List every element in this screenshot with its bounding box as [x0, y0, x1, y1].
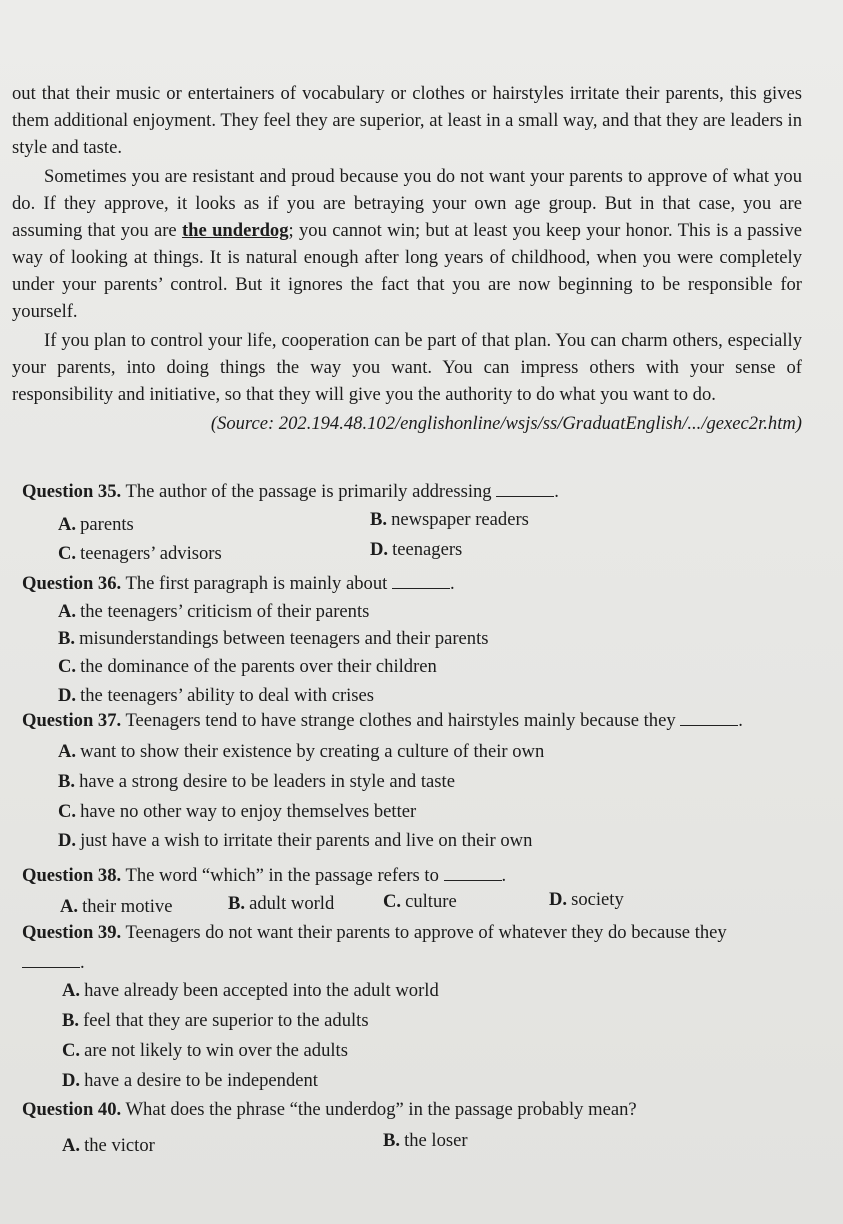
- question-39: [22, 918, 817, 978]
- question-end: .: [449, 573, 455, 594]
- option-35-b[interactable]: B. newspaper readers: [370, 509, 529, 530]
- option-39-b[interactable]: B. feel that they are superior to the adults: [62, 1010, 369, 1031]
- option-35-a[interactable]: A. parents: [58, 514, 134, 535]
- answer-blank: [680, 709, 738, 726]
- question-label: Question 36.: [22, 573, 122, 594]
- passage-paragraph-1: out that their music or entertainers of vocabulary or clothes or hairstyles irritate their parents, this gives them additional enjoyment. They feel they are superior, at least in a small way, and that they are leaders in style and taste.: [12, 83, 802, 158]
- question-label: Question 40.: [22, 1099, 122, 1120]
- option-37-b[interactable]: B. have a strong desire to be leaders in style and taste: [58, 771, 455, 792]
- passage-paragraph-3: If you plan to control your life, cooperation can be part of that plan. You can charm others, especially your parents, into doing things the way you want. You can impress others with your sense of responsibility and initiative, so that they will give you the authority to do what you want to do.: [12, 330, 802, 405]
- answer-blank: [444, 864, 502, 881]
- option-37-d[interactable]: D. just have a wish to irritate their parents and live on their own: [58, 830, 533, 851]
- passage-paragraph-2: [12, 163, 802, 325]
- question-35: [22, 480, 822, 504]
- question-38: [22, 864, 822, 888]
- answer-blank: [496, 480, 554, 497]
- question-36: [22, 572, 822, 596]
- p2-text-b: ; you cannot win; but at least you keep your honor. This is a passive way of looking at things. It is natural enough after long years of childhood, when you were completely under your parents’ control. But it ignores the fact that you are now beginning to be responsible for yourself.: [12, 220, 802, 322]
- option-40-a[interactable]: A. the victor: [62, 1135, 155, 1156]
- option-37-c[interactable]: C. have no other way to enjoy themselves better: [58, 801, 417, 822]
- question-end: .: [80, 952, 85, 973]
- option-36-c[interactable]: C. the dominance of the parents over their children: [58, 656, 437, 677]
- underlined-phrase: the underdog: [181, 220, 289, 241]
- option-39-a[interactable]: A. have already been accepted into the adult world: [62, 980, 439, 1001]
- option-37-a[interactable]: A. want to show their existence by creating a culture of their own: [58, 741, 545, 762]
- question-text: The author of the passage is primarily addressing: [125, 481, 492, 502]
- option-35-c[interactable]: C. teenagers’ advisors: [58, 543, 222, 564]
- question-label: Question 38.: [22, 865, 122, 886]
- question-label: Question 37.: [22, 710, 122, 731]
- source-citation: (Source: 202.194.48.102/englishonline/wsjs/ss/GraduatEnglish/.../gexec2r.htm): [210, 413, 802, 434]
- question-label: Question 35.: [22, 481, 122, 502]
- option-38-a[interactable]: A. their motive: [60, 896, 173, 917]
- option-38-c[interactable]: C. culture: [383, 891, 457, 912]
- option-36-d[interactable]: D. the teenagers’ ability to deal with crises: [58, 685, 375, 706]
- question-text: The first paragraph is mainly about: [125, 573, 388, 594]
- question-text: What does the phrase “the underdog” in the passage probably mean?: [125, 1099, 637, 1120]
- option-35-d[interactable]: D. teenagers: [370, 539, 463, 560]
- question-text: Teenagers tend to have strange clothes and hairstyles mainly because they: [125, 710, 676, 731]
- answer-blank: [392, 572, 450, 589]
- question-label: Question 39.: [22, 922, 122, 943]
- option-36-b[interactable]: B. misunderstandings between teenagers and their parents: [58, 628, 489, 649]
- question-text: The word “which” in the passage refers to: [125, 865, 439, 886]
- option-39-d[interactable]: D. have a desire to be independent: [62, 1070, 318, 1091]
- question-end: .: [738, 710, 743, 731]
- question-text: Teenagers do not want their parents to approve of whatever they do because they: [125, 922, 727, 943]
- question-40: [22, 1098, 822, 1122]
- answer-blank: [22, 951, 80, 968]
- option-39-c[interactable]: C. are not likely to win over the adults: [62, 1040, 348, 1061]
- option-40-b[interactable]: B. the loser: [383, 1130, 468, 1151]
- option-36-a[interactable]: A. the teenagers’ criticism of their parents: [58, 601, 370, 622]
- option-38-d[interactable]: D. society: [549, 889, 624, 910]
- p2-text-a: Sometimes you are resistant and proud because you do not want your parents to approve of what you do. If they approve, it looks as if you are betraying your own age group. But in that case, you are assuming that you are: [12, 166, 802, 241]
- question-37: [22, 709, 822, 733]
- option-38-b[interactable]: B. adult world: [228, 893, 335, 914]
- question-end: .: [554, 481, 559, 502]
- reading-passage: [12, 80, 802, 437]
- question-end: .: [501, 865, 507, 886]
